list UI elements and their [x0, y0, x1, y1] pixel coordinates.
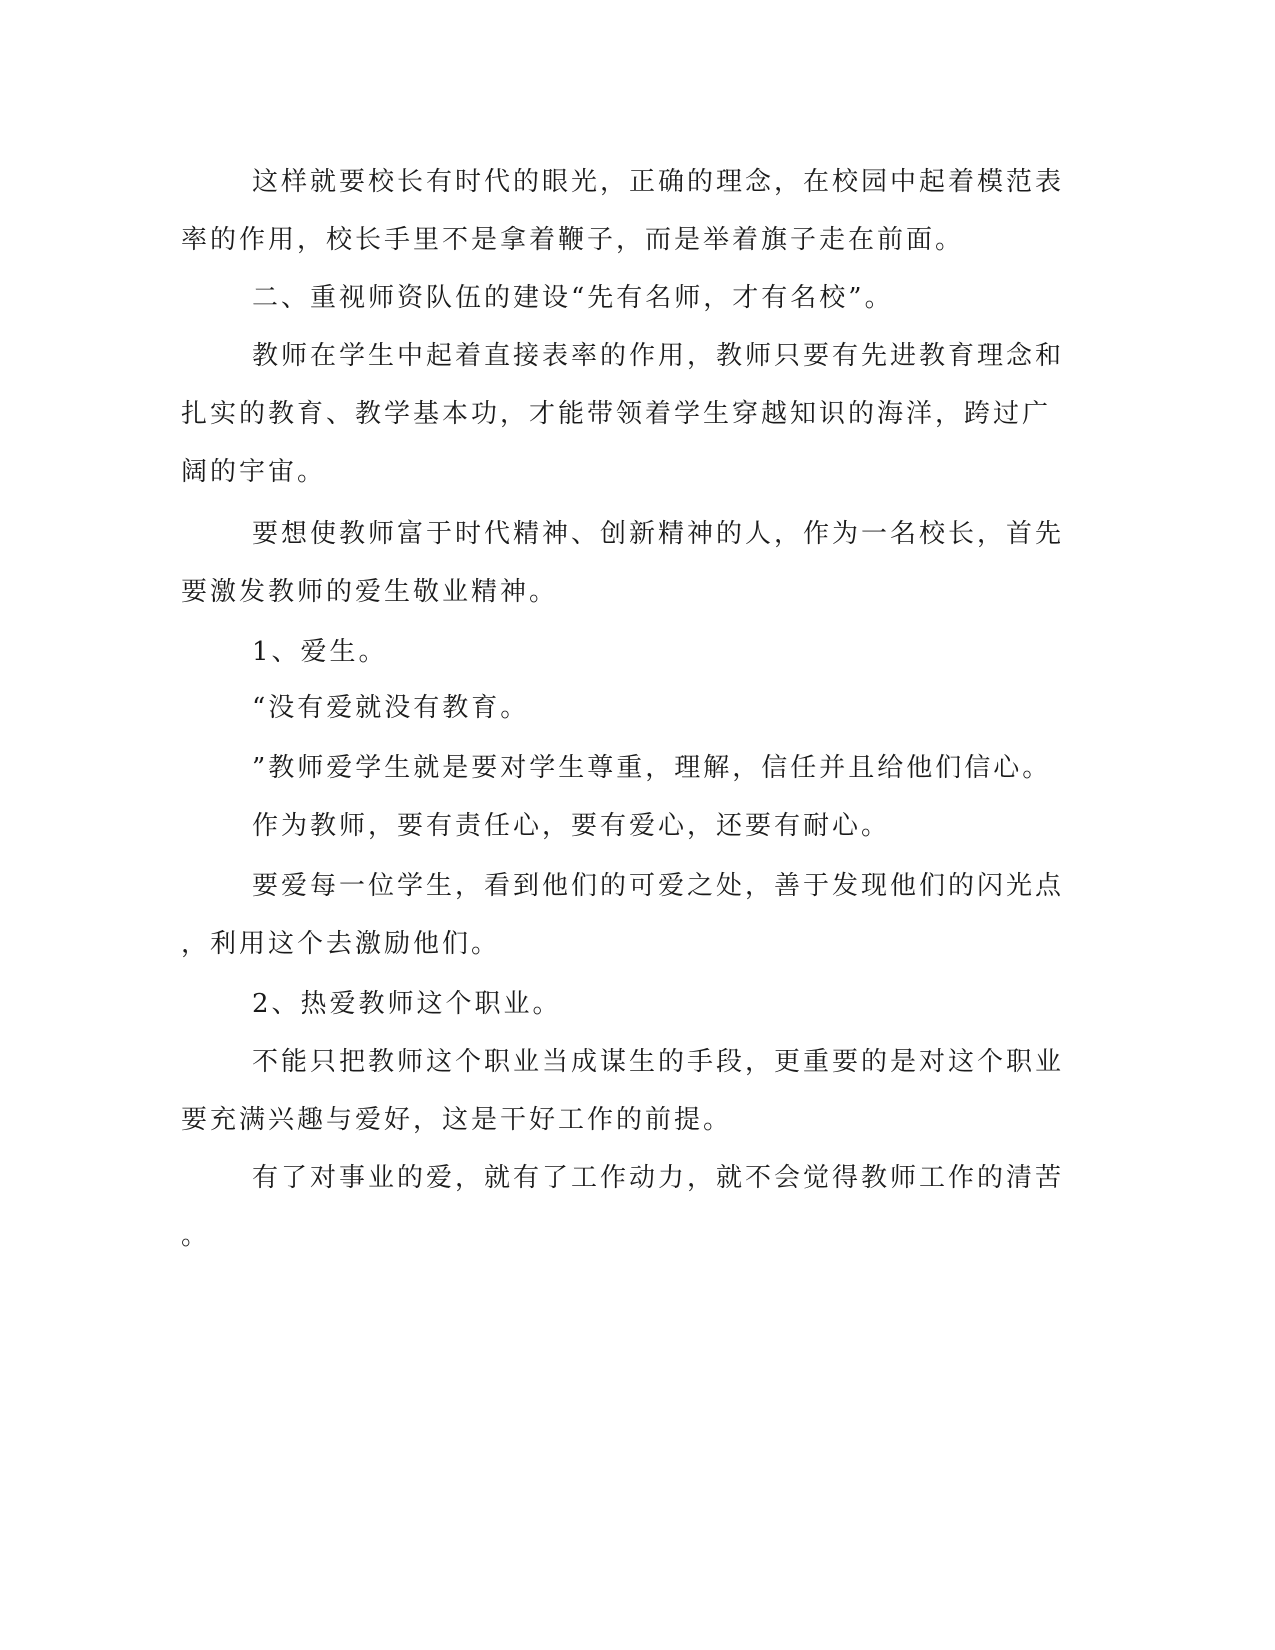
- text-line: 扎实的教育、教学基本功，才能带领着学生穿越知识的海洋，跨过广: [181, 399, 1052, 429]
- text-line: “没有爱就没有教育。: [252, 693, 530, 723]
- text-line: 要充满兴趣与爱好，这是干好工作的前提。: [181, 1105, 733, 1135]
- text-line: ，利用这个去激励他们。: [181, 929, 501, 959]
- text-line: 要爱每一位学生，看到他们的可爱之处，善于发现他们的闪光点: [252, 871, 1065, 901]
- text-line: 。: [181, 1221, 211, 1251]
- text-line: ”教师爱学生就是要对学生尊重，理解，信任并且给他们信心。: [252, 753, 1052, 783]
- text-line: 阔的宇宙。: [181, 457, 327, 487]
- text-line: 2、热爱教师这个职业。: [252, 989, 562, 1019]
- text-line: 不能只把教师这个职业当成谋生的手段，更重要的是对这个职业: [252, 1047, 1065, 1077]
- text-line: 教师在学生中起着直接表率的作用，教师只要有先进教育理念和: [252, 341, 1065, 371]
- text-line: 1、爱生。: [252, 637, 388, 667]
- text-line: 这样就要校长有时代的眼光，正确的理念，在校园中起着模范表: [252, 167, 1065, 197]
- text-line: 率的作用，校长手里不是拿着鞭子，而是举着旗子走在前面。: [181, 225, 965, 255]
- text-line: 有了对事业的爱，就有了工作动力，就不会觉得教师工作的清苦: [252, 1163, 1065, 1193]
- text-line: 要激发教师的爱生敬业精神。: [181, 577, 559, 607]
- text-line: 二、重视师资队伍的建设“先有名师，才有名校”。: [252, 283, 894, 313]
- text-line: 作为教师，要有责任心，要有爱心，还要有耐心。: [252, 811, 891, 841]
- text-line: 要想使教师富于时代精神、创新精神的人，作为一名校长，首先: [252, 519, 1065, 549]
